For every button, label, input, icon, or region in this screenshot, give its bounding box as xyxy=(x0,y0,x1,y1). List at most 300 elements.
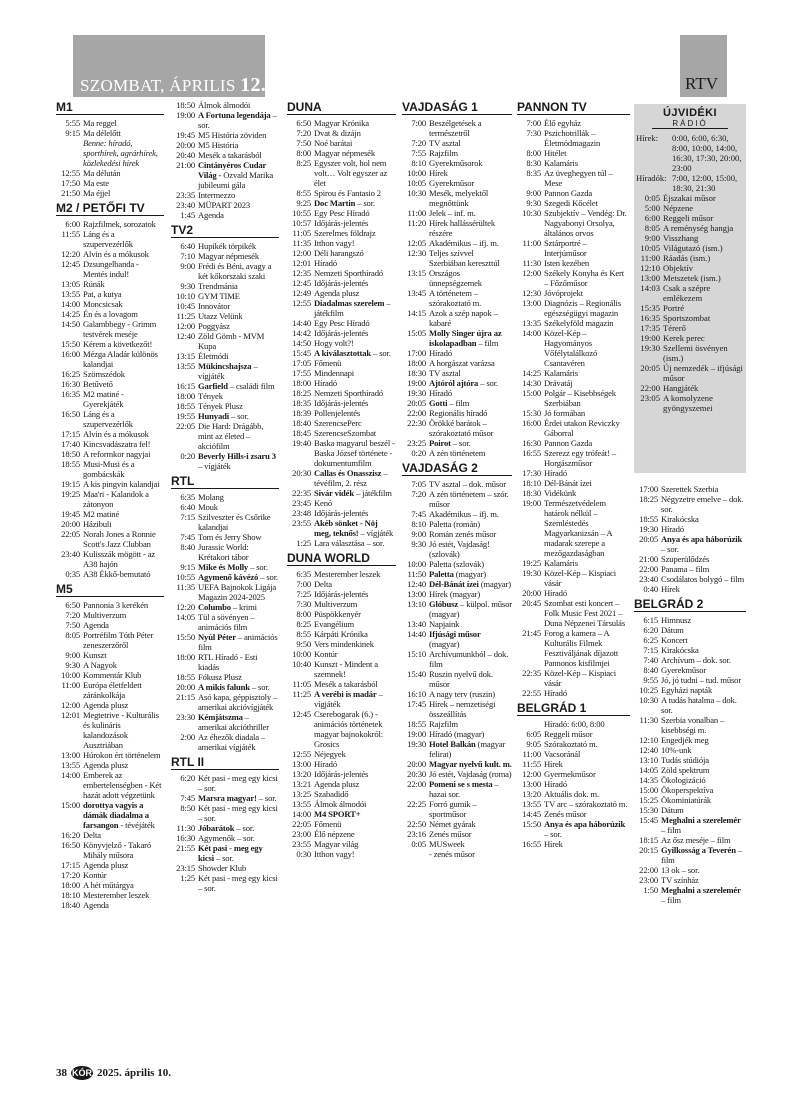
program-title: Zöld spektrum xyxy=(661,765,710,775)
program-row xyxy=(402,158,512,168)
program-row xyxy=(517,418,630,438)
program-row xyxy=(56,279,164,289)
program-row xyxy=(402,378,512,388)
program-row xyxy=(402,268,512,288)
program-time: 15:40 xyxy=(407,669,426,679)
program-time: 10:00 xyxy=(61,670,80,680)
program-time: 7:45 xyxy=(180,793,195,803)
program-title: Híradó xyxy=(429,388,452,398)
program-row xyxy=(517,819,630,839)
program-title: Dél-Bánát ízei (magyar) xyxy=(429,579,511,589)
program-row xyxy=(56,630,164,650)
program-time: 7:40 xyxy=(643,655,658,665)
program-row xyxy=(402,348,512,358)
program-row xyxy=(634,765,746,775)
program-title: Sivár vidék – játékfilm xyxy=(314,488,392,498)
program-time: 8:10 xyxy=(411,519,426,529)
program-title: Archívum – dok. sor. xyxy=(661,655,731,665)
program-title: Glóbusz – külpol. műsor (magyar) xyxy=(429,599,512,619)
program-title: Magyar népmesék xyxy=(314,148,375,158)
program-row xyxy=(56,339,164,349)
program-row xyxy=(171,712,279,732)
program-row xyxy=(402,629,512,649)
program-time: 19:30 xyxy=(640,343,660,353)
program-row xyxy=(402,418,512,438)
program-row xyxy=(56,700,164,710)
program-title: Agenda plusz xyxy=(314,779,360,789)
program-row xyxy=(402,769,512,779)
program-title: Hírek xyxy=(544,759,563,769)
program-title: Élő népzene xyxy=(314,829,355,839)
program-time: 23:05 xyxy=(640,393,660,403)
program-title: Alvin és a mókusok xyxy=(83,249,149,259)
program-time: 18:00 xyxy=(176,652,195,662)
program-time: 14:00 xyxy=(292,809,311,819)
program-time: 18:45 xyxy=(292,428,311,438)
program-title: Híradó xyxy=(544,588,567,598)
program-title: Delta xyxy=(314,579,332,589)
program-title: Híradó xyxy=(544,688,567,698)
program-title: Pannonia 3 kerékén xyxy=(83,600,149,610)
program-title: Híradó xyxy=(661,524,684,534)
program-time: 11:05 xyxy=(292,228,311,238)
program-title: Német gyárak xyxy=(429,819,476,829)
program-time: 11:50 xyxy=(407,569,426,579)
program-title: Két pasi - meg egy kicsi – sor. xyxy=(198,773,278,793)
program-row xyxy=(287,689,396,709)
program-title: Gyerekműsorok xyxy=(429,158,483,168)
program-time: 10:30 xyxy=(639,695,658,705)
program-title: Zenés műsor xyxy=(429,829,472,839)
program-time: 12:40 xyxy=(176,331,195,341)
program-time: 14:25 xyxy=(522,368,541,378)
program-title: Engedjék meg xyxy=(661,735,709,745)
program-row xyxy=(287,508,396,518)
program-time: 9:00 xyxy=(526,188,541,198)
program-title: Kalamáris xyxy=(544,558,578,568)
program-row xyxy=(517,118,630,128)
program-title: Tom és Jerry Show xyxy=(198,532,262,542)
program-title: Vidékünk xyxy=(544,488,577,498)
program-time: 21:15 xyxy=(176,692,195,702)
program-title: Húrokon ért történelem xyxy=(83,750,161,760)
program-time: 15:25 xyxy=(639,795,658,805)
program-time: 15:50 xyxy=(61,339,80,349)
program-time: 18:10 xyxy=(61,890,80,900)
column-a xyxy=(56,100,164,910)
program-title: Kárpáti Krónika xyxy=(314,629,368,639)
program-title: Néjegyek xyxy=(314,749,346,759)
program-title: Portré xyxy=(663,303,685,313)
program-row xyxy=(171,492,279,502)
program-row xyxy=(171,843,279,863)
program-time: 17:15 xyxy=(61,860,80,870)
program-row xyxy=(56,409,164,429)
program-title: TV asztal xyxy=(429,368,461,378)
program-row xyxy=(402,599,512,619)
column-b xyxy=(171,100,279,893)
program-time: 11:00 xyxy=(61,680,80,690)
program-row xyxy=(517,298,630,318)
program-row xyxy=(402,509,512,519)
program-time: 11:30 xyxy=(522,258,541,268)
program-title: Megtetrive - Kulturális és kulináris kalandozások Ausztriában xyxy=(83,710,159,750)
program-time xyxy=(517,719,544,729)
program-title: Agenda plusz xyxy=(83,700,129,710)
program-title: Kalamáris xyxy=(544,368,578,378)
program-row xyxy=(634,665,746,675)
program-row xyxy=(517,148,630,158)
program-row xyxy=(402,208,512,218)
program-time: 12:55 xyxy=(292,298,311,308)
program-row xyxy=(517,468,630,478)
program-row xyxy=(287,709,396,749)
program-time: 11:30 xyxy=(176,823,195,833)
program-time: 18:25 xyxy=(292,388,311,398)
program-time: 18:10 xyxy=(522,478,541,488)
program-time: 13:21 xyxy=(292,779,311,789)
program-time: 13:35 xyxy=(522,318,541,328)
program-time: 8:35 xyxy=(526,168,541,178)
program-row xyxy=(402,649,512,669)
program-row xyxy=(56,529,164,549)
program-time: 12:20 xyxy=(176,602,195,612)
program-title: Molly Singer újra az iskolapadban – film xyxy=(429,328,502,348)
program-row xyxy=(171,572,279,582)
program-time: 8:00 xyxy=(296,148,311,158)
program-time: 14:45 xyxy=(522,809,541,819)
program-title: TV asztal xyxy=(429,138,461,148)
program-row xyxy=(402,178,512,188)
program-title: Az üveghegyen túl – Mese xyxy=(544,168,613,188)
program-title: Jelek – inf. m. xyxy=(429,208,476,218)
program-title: Akadémikus – ifj. m. xyxy=(429,238,499,248)
program-title: Szellemi ösvényen (ism.) xyxy=(663,343,728,363)
program-row xyxy=(287,569,396,579)
program-time: 10:05 xyxy=(640,243,660,253)
program-time: 0:20 xyxy=(411,448,426,458)
program-row xyxy=(634,635,746,645)
program-title: Vacsoránál xyxy=(544,749,581,759)
program-title: dorottya vagyis a dámák diadalma a farsangon - tévéjáték xyxy=(83,800,155,830)
program-row xyxy=(56,349,164,369)
program-row xyxy=(402,699,512,719)
program-row xyxy=(56,750,164,760)
program-title: Nyúl Péter – animációs film xyxy=(198,632,278,652)
program-row xyxy=(56,870,164,880)
program-title: Rajzfilmek, sorozatok xyxy=(83,219,156,229)
program-row xyxy=(517,789,630,799)
channel-heading: M5 xyxy=(56,582,164,597)
program-row xyxy=(517,558,630,568)
program-time: 18:40 xyxy=(61,900,80,910)
program-title: Mesék a takarásból xyxy=(314,679,378,689)
program-title: Koncert xyxy=(661,635,688,645)
program-time: 17:15 xyxy=(61,429,80,439)
program-title: 10%-unk xyxy=(661,745,692,755)
program-title: A nagy terv (ruszin) xyxy=(429,689,495,699)
program-title: Térerő xyxy=(663,323,686,333)
program-time: 8:00 xyxy=(526,148,541,158)
program-row xyxy=(171,582,279,602)
program-row xyxy=(636,393,744,413)
program-time: 7:25 xyxy=(296,589,311,599)
program-time: 22:00 xyxy=(639,865,658,875)
program-title: A mikis falunk – sor. xyxy=(198,682,270,692)
program-row xyxy=(634,524,746,534)
program-title: Delta xyxy=(83,830,101,840)
program-title: Sportszombat xyxy=(663,313,711,323)
program-title: Hírek (magyar) xyxy=(429,589,481,599)
program-title: Metszetek (ism.) xyxy=(663,273,721,283)
program-title: Szombat esti koncert – Folk Music Fest 2021 – Duna Népzenei Társulás xyxy=(544,598,626,628)
program-time: 15:45 xyxy=(639,815,658,825)
program-title: Életmódi xyxy=(198,351,229,361)
program-row xyxy=(636,193,744,203)
program-title: Időjárás-jelentés xyxy=(314,278,369,288)
program-row xyxy=(634,494,746,514)
program-row xyxy=(56,439,164,449)
program-title: Szubjektív – Vendég: Dr. Nagyabonyi Orsolya, általános orvos xyxy=(544,208,627,238)
program-title: Rajzfilm xyxy=(429,148,458,158)
program-time: 12:40 xyxy=(639,745,658,755)
program-title: Azok a szép napok – kabaré xyxy=(429,308,498,328)
program-time: 18:00 xyxy=(61,880,80,890)
program-title: Kunszt - Mindent a szemnek! xyxy=(314,659,378,679)
program-row xyxy=(287,148,396,158)
program-time: 6:20 xyxy=(180,773,195,783)
program-row xyxy=(56,880,164,890)
program-title: Csodálatos bolygó – film xyxy=(661,574,745,584)
program-row xyxy=(636,173,744,193)
channel-heading: RTL xyxy=(171,474,279,489)
program-row xyxy=(634,715,746,735)
program-title: Időjárás-jelentés xyxy=(314,328,369,338)
program-row xyxy=(634,534,746,554)
program-row xyxy=(287,438,396,468)
magazine-logo: KÓR xyxy=(72,1068,92,1078)
program-time: 16:35 xyxy=(61,389,80,399)
program-time: 18:30 xyxy=(522,488,541,498)
program-row xyxy=(56,219,164,229)
program-row xyxy=(171,542,279,562)
program-time: 14:00 xyxy=(61,770,80,780)
program-time: 12:45 xyxy=(61,259,80,269)
program-time: 1:45 xyxy=(180,210,195,220)
program-row xyxy=(287,799,396,809)
program-title: Ma délután xyxy=(83,168,121,178)
program-row xyxy=(171,241,279,251)
program-time: 12:55 xyxy=(61,168,80,178)
program-time: 20:30 xyxy=(407,769,426,779)
program-title: Déli harangszó xyxy=(314,248,364,258)
program-row xyxy=(402,308,512,328)
program-title: 13 ok – sor. xyxy=(661,865,700,875)
program-time: 7:20 xyxy=(65,610,80,620)
program-row xyxy=(517,188,630,198)
program-time: 13:00 xyxy=(640,273,660,283)
program-time: 19:00 xyxy=(176,110,195,120)
program-row xyxy=(402,689,512,699)
program-time: 23:25 xyxy=(407,438,426,448)
program-title: A reménység hangja xyxy=(663,223,734,233)
program-time: 9:00 xyxy=(180,261,195,271)
program-title: Mükincshajsza – vígjáték xyxy=(198,361,258,381)
program-time: 0:05 xyxy=(644,193,660,203)
program-time: 13:15 xyxy=(407,268,426,278)
program-time: 5:00 xyxy=(644,203,660,213)
channel-heading: M1 xyxy=(56,100,164,115)
program-title: A Nagyok xyxy=(83,660,117,670)
program-time: 7:20 xyxy=(411,489,426,499)
program-row xyxy=(634,484,746,494)
program-time: 18:55 xyxy=(61,459,80,469)
program-title: Agymenők – sor. xyxy=(198,833,255,843)
program-row xyxy=(402,138,512,148)
program-row xyxy=(56,680,164,700)
program-title: Híradó xyxy=(314,378,337,388)
program-title: Pollenjelentés xyxy=(314,408,361,418)
program-time: 11:00 xyxy=(522,749,541,759)
program-title: Szabadidő xyxy=(314,789,349,799)
program-time: 14:35 xyxy=(639,775,658,785)
program-title: Forró gumik – sportműsor xyxy=(429,799,477,819)
program-title: Láng és a szupervezérlők xyxy=(83,409,133,429)
program-time: 18:00 xyxy=(407,358,426,368)
program-time: 13:00 xyxy=(61,750,80,760)
program-row xyxy=(171,612,279,632)
program-time: 7:50 xyxy=(296,138,311,148)
program-title: Asó kapa, géppisztoly – amerikai akcióvígjáték xyxy=(198,692,278,712)
program-time: 21:55 xyxy=(176,843,195,853)
program-time: 22:00 xyxy=(407,408,426,418)
program-time xyxy=(56,138,83,168)
program-title: Híradó xyxy=(314,258,337,268)
program-time: 11:05 xyxy=(292,679,311,689)
program-time: 1:25 xyxy=(180,873,195,883)
program-time: 14:00 xyxy=(522,328,541,338)
program-row xyxy=(634,685,746,695)
program-title: Ajtóról ajtóra – sor. xyxy=(429,378,498,388)
program-time: 18:50 xyxy=(61,449,80,459)
program-time: 18:35 xyxy=(292,398,311,408)
program-time: 21:00 xyxy=(176,160,195,170)
program-title: Álmok álmodói xyxy=(314,799,367,809)
program-row xyxy=(287,779,396,789)
program-row xyxy=(634,885,746,905)
program-row xyxy=(634,564,746,574)
program-title: Gyerekműsor xyxy=(429,178,475,188)
program-title: Visszhang xyxy=(663,233,699,243)
program-title: A Fortuna legendája – sor. xyxy=(198,110,277,130)
program-time: 7:20 xyxy=(411,138,426,148)
program-row xyxy=(171,773,279,793)
program-time: 13:00 xyxy=(522,298,541,308)
program-title: Marsra magyar! – sor. xyxy=(198,793,277,803)
program-row xyxy=(171,351,279,361)
program-time: 9:00 xyxy=(411,529,426,539)
program-row xyxy=(171,281,279,291)
program-time: 8:05 xyxy=(644,223,660,233)
program-row xyxy=(287,809,396,819)
program-row xyxy=(402,358,512,368)
program-row xyxy=(517,168,630,188)
program-row xyxy=(287,679,396,689)
program-title: MÜPART 2023 xyxy=(198,200,251,210)
program-time: 23:55 xyxy=(292,518,311,528)
ujvideki-radio-box xyxy=(634,104,746,473)
program-title: Ráadás (ism.) xyxy=(663,253,711,263)
program-row xyxy=(287,208,396,218)
program-time: 19:55 xyxy=(176,411,195,421)
program-row xyxy=(402,438,512,448)
program-time: 23:16 xyxy=(407,829,426,839)
program-time: 23:40 xyxy=(639,574,658,584)
program-row xyxy=(636,313,744,323)
program-time: 12:20 xyxy=(61,249,80,259)
program-time: 20:00 xyxy=(176,140,195,150)
program-row xyxy=(517,408,630,418)
program-row xyxy=(171,100,279,110)
program-title: Fókusz Plusz xyxy=(198,672,242,682)
program-title: Noé barátai xyxy=(314,138,353,148)
program-row xyxy=(402,248,512,268)
program-time: 14:25 xyxy=(61,309,80,319)
program-title: A kiválasztottak – sor. xyxy=(314,348,391,358)
program-row xyxy=(636,203,744,213)
program-time: 9:30 xyxy=(65,660,80,670)
channel-heading: DUNA WORLD xyxy=(287,551,396,566)
program-row xyxy=(634,675,746,685)
program-title: TV színház xyxy=(661,875,699,885)
program-time: 12:00 xyxy=(61,700,80,710)
column-e xyxy=(517,100,630,849)
program-row xyxy=(287,318,396,328)
program-row xyxy=(517,568,630,588)
program-title: TV arc – szórakoztató m. xyxy=(544,799,628,809)
program-time: 19:30 xyxy=(407,388,426,398)
program-time: 20:00 xyxy=(61,519,80,529)
program-time: 17:55 xyxy=(292,368,311,378)
program-time: 15:05 xyxy=(407,328,426,338)
program-title: Doc Martin – sor. xyxy=(314,198,375,208)
program-title: Zöld Gömb - MVM Kupa xyxy=(198,331,265,351)
program-title: Kirakócska xyxy=(661,645,699,655)
program-title: Trendmánia xyxy=(198,281,238,291)
program-time: 0:35 xyxy=(65,569,80,579)
program-row xyxy=(171,210,279,220)
program-row xyxy=(634,835,746,845)
program-title: Kincsvadászatra fel! xyxy=(83,439,151,449)
program-title: Pannon Gazda xyxy=(544,188,593,198)
program-row xyxy=(171,391,279,401)
program-title: UEFA Bajnokok Ligája Magazin 2024-2025 xyxy=(198,582,276,602)
program-time: 6:00 xyxy=(65,219,80,229)
program-title: Örökké barátok – szórakoztató műsor xyxy=(429,418,494,438)
program-row xyxy=(402,529,512,539)
program-row xyxy=(402,489,512,509)
program-time: 9:25 xyxy=(296,198,311,208)
program-title: Tudás stúdiója xyxy=(661,755,709,765)
program-time: 16:50 xyxy=(61,840,80,850)
program-row xyxy=(636,333,744,343)
channel-heading: PANNON TV xyxy=(517,100,630,115)
program-row xyxy=(56,840,164,860)
program-title: Hírek xyxy=(661,584,680,594)
program-title: Jó formában xyxy=(544,408,586,418)
program-row xyxy=(287,619,396,629)
program-row xyxy=(517,729,630,739)
